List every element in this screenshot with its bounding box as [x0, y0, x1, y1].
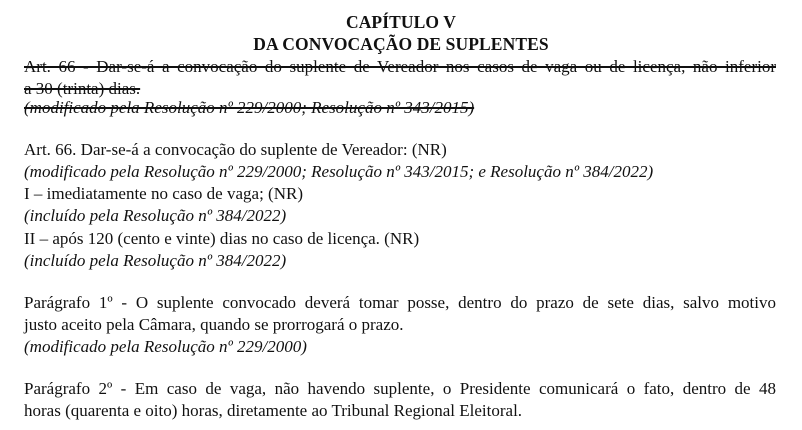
revoked-article-line-1: Art. 66 - Dar-se-á a convocação do suplente de Vereador nos casos de vaga ou de licença, não inferior	[24, 57, 776, 76]
chapter-number: CAPÍTULO V	[345, 12, 457, 32]
paragraph-1-note: (modificado pela Resolução nº 229/2000)	[24, 337, 307, 356]
paragraph-1-line-2: justo aceito pela Câmara, quando se prorrogará o prazo.	[24, 315, 404, 334]
paragraph-2-line-1: Parágrafo 2º - Em caso de vaga, não havendo suplente, o Presidente comunicará o fato, dentro de 48	[24, 379, 776, 398]
paragraph-1-line-1: Parágrafo 1º - O suplente convocado deverá tomar posse, dentro do prazo de sete dias, salvo motivo	[24, 293, 776, 312]
revoked-article-note: (modificado pela Resolução nº 229/2000; Resolução nº 343/2015)	[24, 98, 475, 117]
item-i-note: (incluído pela Resolução nº 384/2022)	[24, 206, 287, 225]
item-ii-text: II – após 120 (cento e vinte) dias no caso de licença. (NR)	[24, 229, 420, 248]
item-i-text: I – imediatamente no caso de vaga; (NR)	[24, 184, 303, 203]
article-66-text: Art. 66. Dar-se-á a convocação do suplente de Vereador: (NR)	[24, 140, 447, 159]
item-ii-note: (incluído pela Resolução nº 384/2022)	[24, 251, 287, 270]
chapter-title: DA CONVOCAÇÃO DE SUPLENTES	[253, 34, 549, 54]
revoked-article-line-2: a 30 (trinta) dias.	[24, 79, 141, 98]
paragraph-2-line-2: horas (quarenta e oito) horas, diretamente ao Tribunal Regional Eleitoral.	[24, 401, 523, 420]
article-66-note: (modificado pela Resolução nº 229/2000; Resolução nº 343/2015; e Resolução nº 384/2022)	[24, 162, 654, 181]
